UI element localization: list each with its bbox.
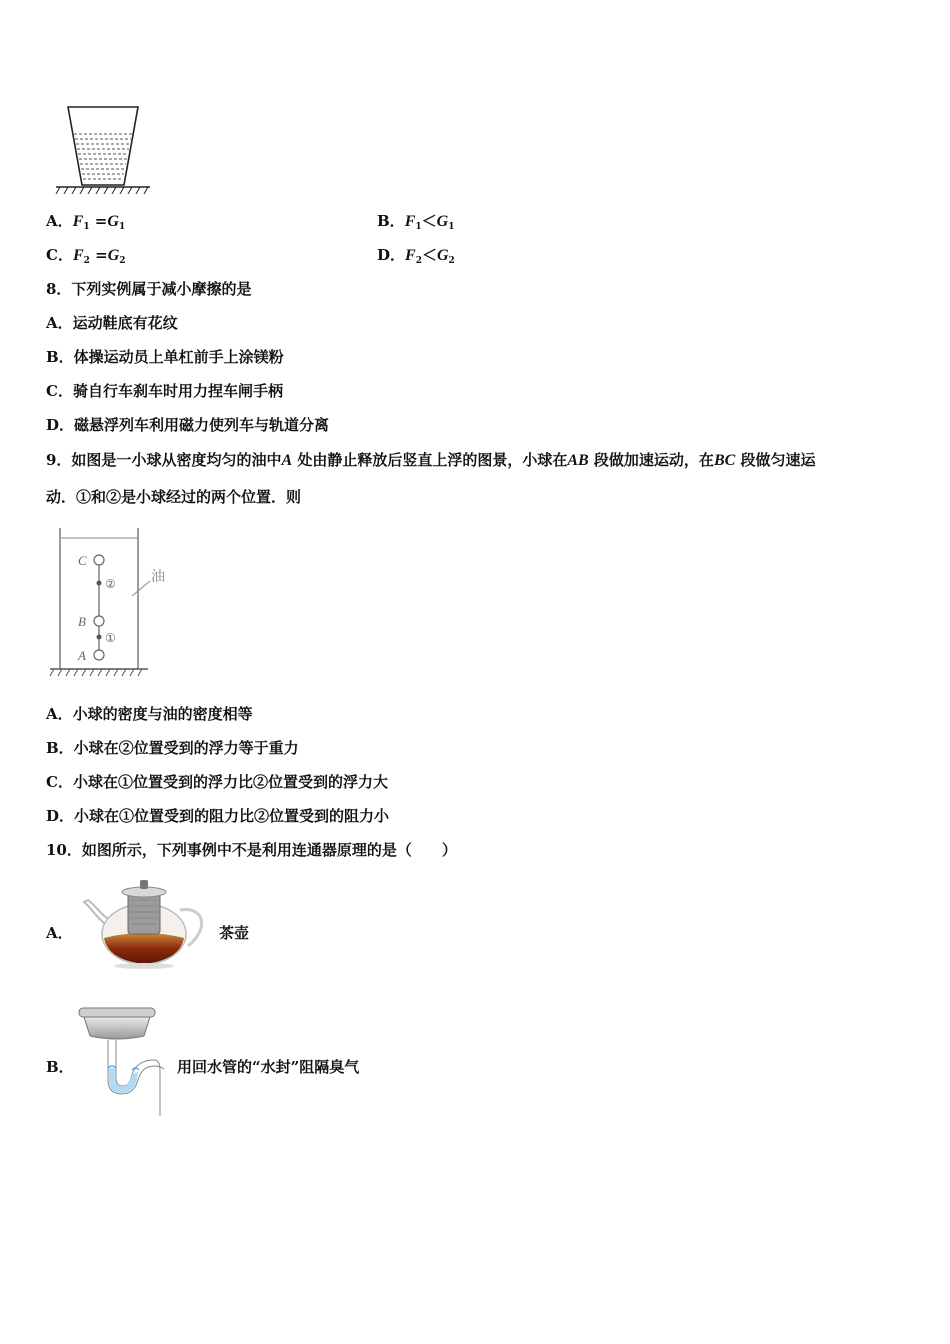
q10-option-b-caption: 用回水管的“水封”阻隔臭气 — [177, 1058, 360, 1076]
q9-stem-line-2: 动．①和②是小球经过的两个位置．则 — [46, 488, 302, 506]
force-symbol: F — [404, 213, 416, 230]
q10-option-a-letter[interactable]: A． — [46, 924, 73, 942]
q10-option-a-caption: 茶壶 — [219, 924, 250, 942]
q9-option-b[interactable]: B．小球在②位置受到的浮力等于重力 — [46, 739, 299, 757]
stem-text: 处由静止释放后竖直上浮的图景，小球在 — [292, 451, 568, 469]
force-symbol: F — [72, 213, 84, 230]
q8-option-c[interactable]: C．骑自行车刹车时用力捏车闸手柄 — [46, 382, 283, 400]
operator: ＜ — [421, 212, 437, 230]
operator: = — [89, 212, 108, 230]
subscript: 1 — [83, 222, 90, 232]
label-position-1: ① — [105, 631, 116, 645]
q8-option-b[interactable]: B．体操运动员上单杠前手上涂镁粉 — [46, 348, 284, 366]
operator: = — [89, 246, 108, 264]
weight-symbol: G — [436, 213, 449, 230]
subscript: 2 — [415, 256, 422, 266]
subscript: 2 — [119, 256, 126, 266]
teapot-image — [80, 876, 210, 970]
option-letter: D． — [377, 246, 406, 264]
label-a: A — [78, 648, 86, 663]
weight-symbol: G — [107, 247, 120, 264]
operator: ＜ — [421, 246, 437, 264]
label-oil: 油 — [151, 569, 165, 585]
q7-option-d[interactable] — [377, 245, 455, 271]
subscript: 1 — [415, 222, 422, 232]
stem-text: 段做匀速运 — [735, 451, 816, 469]
option-letter: B． — [377, 212, 405, 230]
q9-stem-line-1 — [46, 450, 816, 471]
sink-trap-image — [76, 1004, 164, 1120]
segment-ab-symbol: AB — [567, 452, 589, 469]
ball-in-oil-figure — [44, 524, 176, 682]
subscript: 1 — [118, 222, 126, 232]
segment-bc-symbol: BC — [713, 452, 736, 469]
q8-stem: 8．下列实例属于减小摩擦的是 — [46, 280, 252, 298]
label-c: C — [78, 553, 87, 568]
q8-option-a[interactable]: A．运动鞋底有花纹 — [46, 314, 178, 332]
force-symbol: F — [405, 247, 416, 264]
subscript: 2 — [448, 256, 455, 266]
stem-text: 9．如图是一小球从密度均匀的油中 — [46, 451, 282, 469]
label-b: B — [78, 614, 86, 629]
option-letter: A． — [46, 212, 73, 230]
subscript: 2 — [83, 256, 90, 266]
q10-stem: 10．如图所示，下列事例中不是利用连通器原理的是（ ） — [46, 841, 457, 859]
force-symbol: F — [72, 247, 84, 264]
q9-option-c[interactable]: C．小球在①位置受到的浮力比②位置受到的浮力大 — [46, 773, 388, 791]
weight-symbol: G — [107, 213, 119, 230]
q10-option-b-letter[interactable]: B． — [46, 1058, 74, 1076]
q8-option-d[interactable]: D．磁悬浮列车利用磁力使列车与轨道分离 — [46, 416, 330, 434]
weight-symbol: G — [436, 247, 449, 264]
q7-option-b[interactable] — [377, 211, 454, 237]
label-position-2: ② — [105, 577, 116, 591]
point-a-symbol: A — [281, 452, 293, 469]
q7-option-a[interactable] — [46, 211, 125, 237]
cup-with-liquid-figure — [52, 100, 154, 196]
option-letter: C． — [46, 246, 73, 264]
stem-text: 段做加速运动，在 — [588, 451, 714, 469]
subscript: 1 — [448, 222, 455, 232]
q7-option-c[interactable] — [46, 245, 126, 271]
q9-option-a[interactable]: A．小球的密度与油的密度相等 — [46, 705, 253, 723]
q9-option-d[interactable]: D．小球在①位置受到的阻力比②位置受到的阻力小 — [46, 807, 390, 825]
